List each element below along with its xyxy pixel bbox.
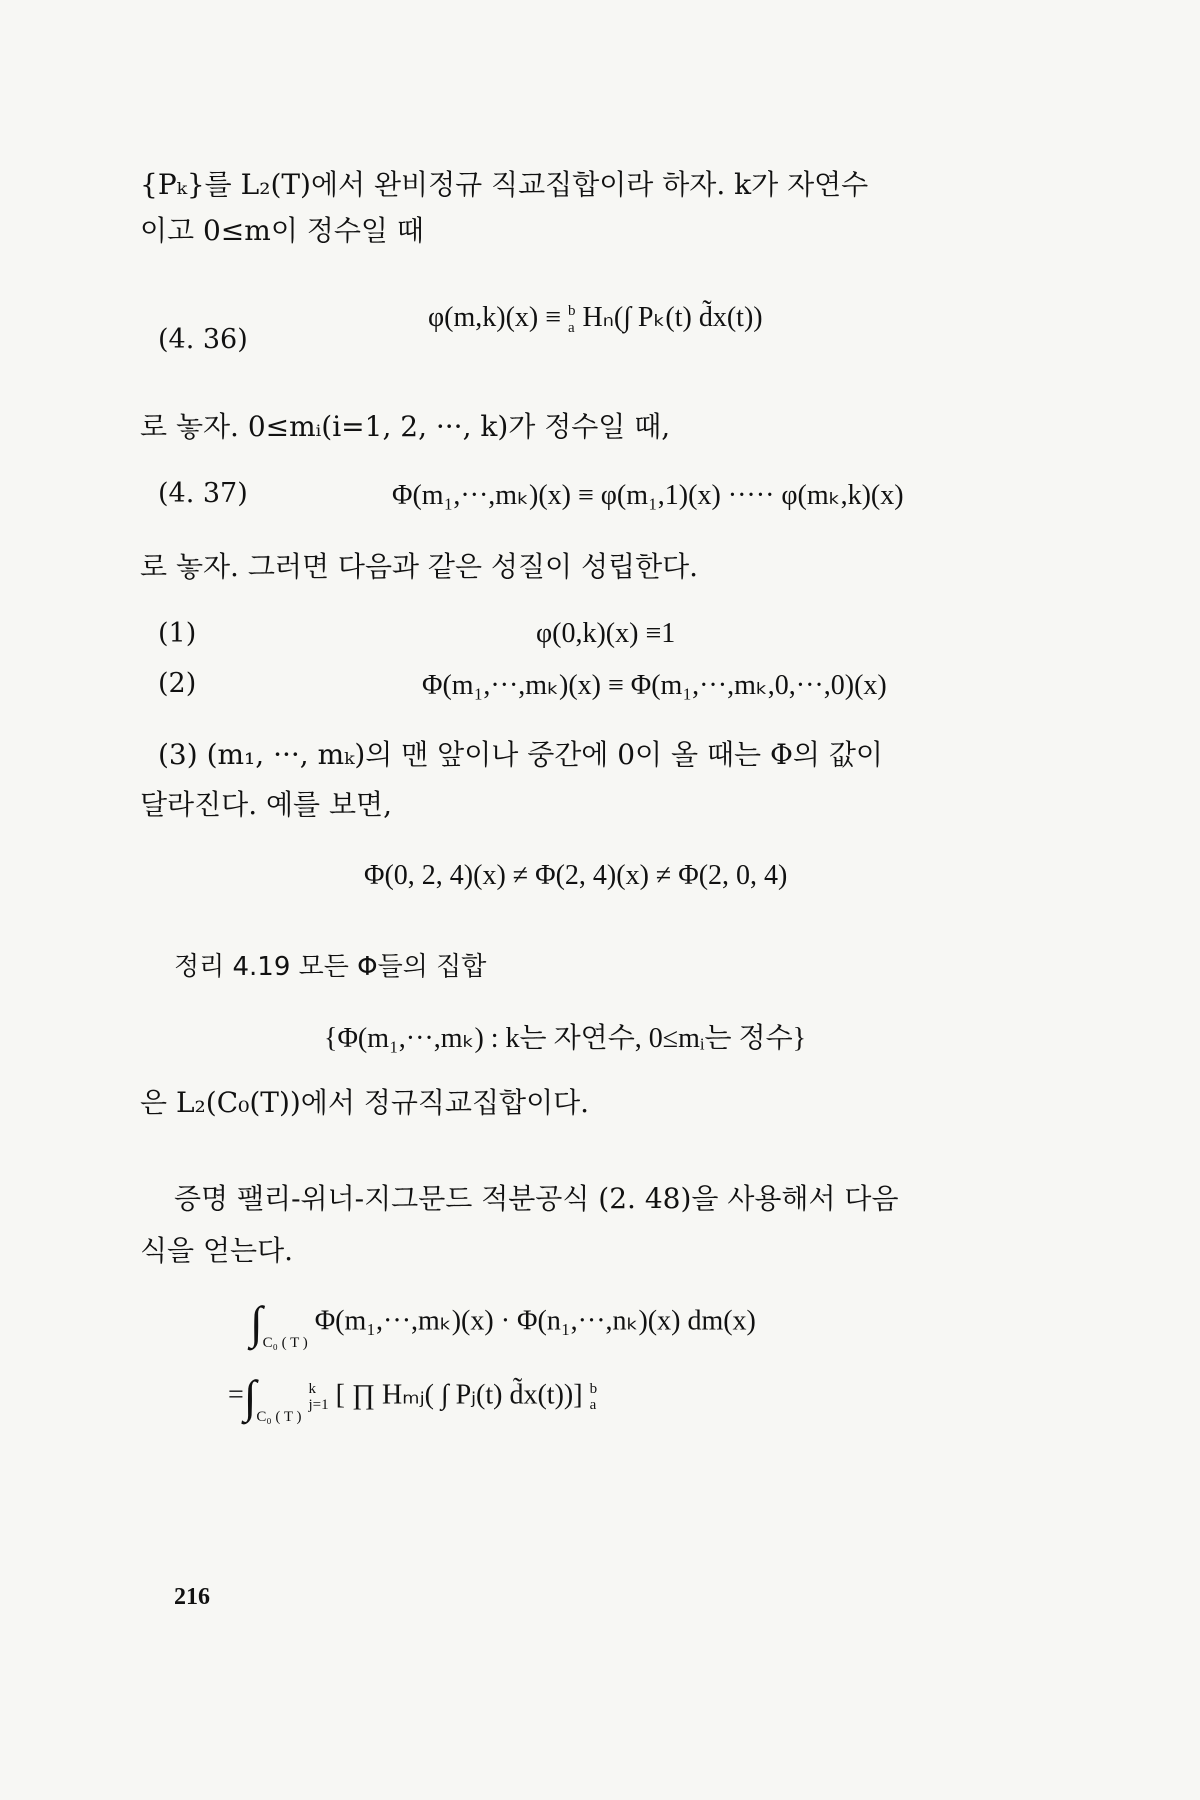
proof-integral-line1: [250, 1297, 756, 1352]
eq-4-36-lhs: φ(m,k)(x): [428, 302, 539, 333]
para3-line: 로 놓자. 그러면 다음과 같은 성질이 성립한다.: [140, 550, 699, 583]
eq-4-36-rel: ≡: [545, 302, 562, 333]
eq-4-36-upper: b: [568, 303, 576, 320]
theorem-set: {Φ(m₁,···,mₖ) : k는 자연수, 0≤mᵢ는 정수}: [324, 1023, 807, 1054]
property-2-label: (2): [158, 668, 197, 699]
para2-line: 로 놓자. 0≤mᵢ(i=1, 2, ···, k)가 정수일 때,: [140, 410, 671, 443]
equation-number-4-37: (4. 37): [158, 478, 248, 509]
para1-line2: 이고 0≤m이 정수일 때: [140, 214, 424, 247]
property-3-line1: (3) (m₁, ···, mₖ)의 맨 앞이나 중간에 0이 올 때는 Φ의 값이: [158, 738, 883, 771]
equation-4-37: Φ(m₁,···,mₖ)(x) ≡ φ(m₁,1)(x) ····· φ(mₖ,k)(x): [392, 480, 904, 511]
integral-integrand-1: Φ(m₁,···,mₖ)(x) · Φ(n₁,···,nₖ)(x) dm(x): [314, 1305, 756, 1337]
proof-line1: 증명 팰리-위너-지그문드 적분공식 (2. 48)을 사용해서 다음: [174, 1182, 899, 1215]
eq-4-36-lower: a: [568, 319, 575, 336]
integral-symbol: ∫: [250, 1297, 263, 1348]
proof-integral-line2: [228, 1371, 598, 1426]
property-1-label: (1): [158, 618, 197, 649]
theorem-heading: 정리 4.19 모든 Φ들의 집합: [174, 952, 487, 982]
page-number: 216: [174, 1584, 210, 1610]
eq-4-36-rhs: Hₙ(∫ Pₖ(t) d̃x(t)): [582, 302, 763, 333]
theorem-conclusion: 은 L₂(C₀(T))에서 정규직교집합이다.: [140, 1086, 590, 1119]
property-1-expr: φ(0,k)(x) ≡1: [536, 618, 676, 649]
inner-limits: [590, 1381, 598, 1414]
property-2-expr: Φ(m₁,···,mₖ)(x) ≡ Φ(m₁,···,mₖ,0,···,0)(x): [422, 670, 887, 701]
integral-integrand-2: [ ∏ Hₘⱼ( ∫ Pⱼ(t) d̃x(t))]: [335, 1379, 583, 1411]
proof-line2: 식을 얻는다.: [140, 1234, 294, 1267]
inner-lower: a: [589, 1397, 597, 1413]
product-upper: k: [308, 1380, 317, 1397]
equation-number-4-36: (4. 36): [158, 324, 248, 355]
inner-upper: b: [589, 1380, 598, 1397]
product-limits: [309, 1381, 329, 1414]
integral-domain-1: C₀ ( T ): [262, 1335, 308, 1352]
equals-sign: =: [228, 1379, 244, 1411]
property-3-line2: 달라진다. 예를 보면,: [140, 788, 392, 821]
para1-line1: {Pₖ}를 L₂(T)에서 완비정규 직교집합이라 하자. k가 자연수: [140, 168, 869, 201]
example-expression: Φ(0, 2, 4)(x) ≠ Φ(2, 4)(x) ≠ Φ(2, 0, 4): [364, 860, 788, 891]
product-lower: j=1: [308, 1397, 329, 1413]
equation-4-36: [428, 300, 763, 336]
integral-domain-2: C₀ ( T ): [256, 1409, 302, 1426]
eq-4-36-limits: [568, 303, 576, 336]
integral-symbol-2: ∫: [243, 1371, 257, 1422]
